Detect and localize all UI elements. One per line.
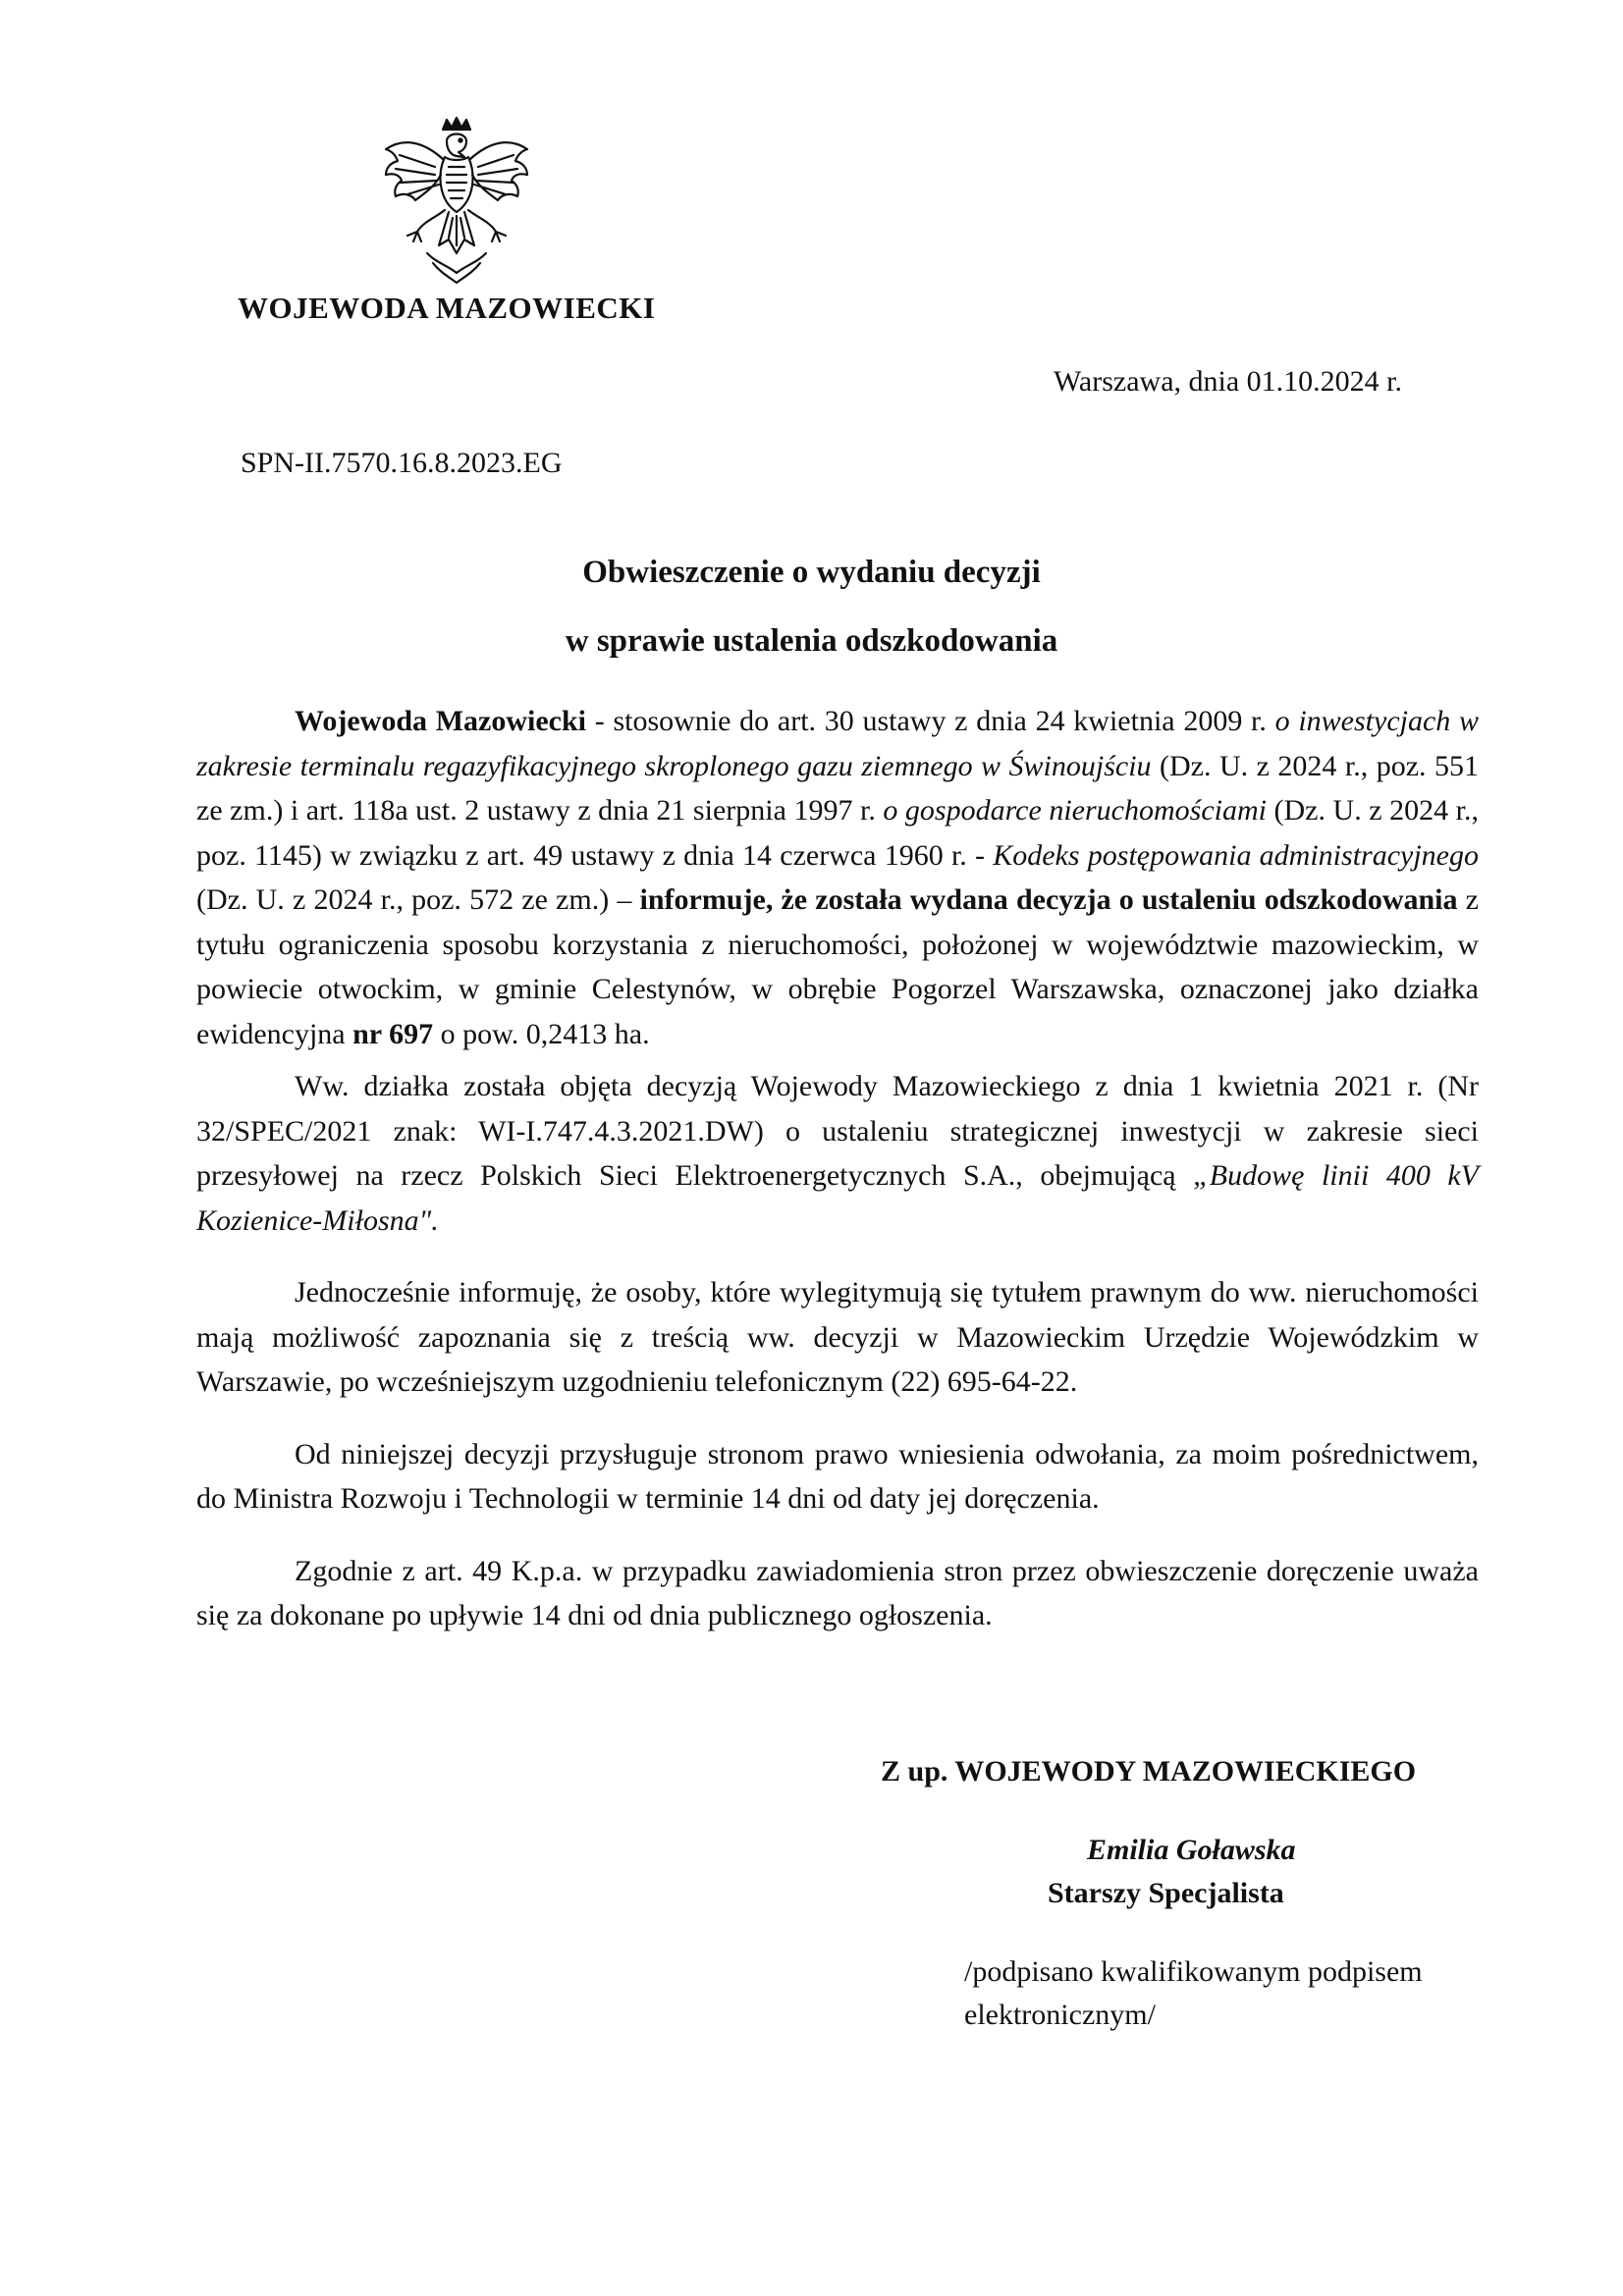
statute-title: Kodeks postępowania administracyjnego (993, 838, 1479, 872)
issuing-authority: WOJEWODA MAZOWIECKI (238, 291, 656, 325)
text-span: o pow. 0,2413 ha. (433, 1017, 650, 1050)
paragraph-delivery-info: Zgodnie z art. 49 K.p.a. w przypadku zawiadomienia stron przez obwieszczenie doręczenie uważa się za dokonane po upływie 14 dni od dnia publicznego ogłoszenia. (196, 1554, 1479, 1631)
announcement-statement: informuje, że została wydana decyzja o ustaleniu odszkodowania (639, 883, 1458, 916)
text-span: z tytułu ograniczenia sposobu korzystania z nieruchomości, położonej w województwie mazowieckim, w powiecie otwockim, w gminie Celestynów, w obrębie Pogorzel Warszawska, oznaczonej jako działka ewidencyjna (196, 883, 1479, 1050)
text-span: (Dz. U. z 2024 r., poz. 572 ze zm.) – (196, 883, 640, 916)
document-title-line-2: w sprawie ustalenia odszkodowania (565, 623, 1058, 659)
parcel-number: nr 697 (352, 1017, 434, 1050)
text-span: (Dz. U. z 2024 r., poz. 1145) w związku z art. 49 ustawy z dnia 14 czerwca 1960 r. - (196, 794, 1479, 872)
paragraph-legal-basis (196, 699, 1479, 1056)
signatory-position: Starszy Specjalista (1048, 1877, 1284, 1909)
paragraph-prior-decision (196, 1064, 1479, 1243)
paragraph-access-info: Jednocześnie informuję, że osoby, które wylegitymują się tytułem prawnym do ww. nieruchomości mają możliwość zapoznania się z treścią ww. decyzji w Mazowieckim Urzędzie Wojewódzkim w Warszawie, po wcześniejszym uzgodnieniu telefonicznym (22) 695-64-22. (196, 1276, 1479, 1398)
document-body (196, 699, 1479, 1638)
signatory-name: Emilia Goławska (1087, 1834, 1296, 1866)
investment-name: „Budowę linii 400 kV Kozienice-Miłosna". (196, 1159, 1479, 1237)
text-span: - stosownie do art. 30 ustawy z dnia 24 kwietnia 2009 r. (586, 705, 1275, 737)
text-span: (Dz. U. z 2024 r., poz. 551 ze zm.) i art. 118a ust. 2 ustawy z dnia 21 sierpnia 1997 r. (196, 749, 1480, 827)
statute-title: o inwestycjach w zakresie terminalu regazyfikacyjnego skroplonego gazu ziemnego w Świnoujściu (196, 705, 1480, 782)
paragraph-appeal-info: Od niniejszej decyzji przysługuje stronom prawo wniesienia odwołania, za moim pośrednictwem, do Ministra Rozwoju i Technologii w terminie 14 dni od daty jej doręczenia. (196, 1437, 1479, 1515)
electronic-signature-note: /podpisano kwalifikowanym podpisem elektronicznym/ (964, 1955, 1423, 2031)
statute-title: o gospodarce nieruchomościami (883, 794, 1267, 827)
signature-authority: Z up. WOJEWODY MAZOWIECKIEGO (881, 1755, 1417, 1788)
authority-name: Wojewoda Mazowiecki (295, 705, 587, 737)
document-title-line-1: Obwieszczenie o wydaniu decyzji (582, 555, 1041, 590)
text-span: Ww. działka została objęta decyzją Wojewody Mazowieckiego z dnia 1 kwietnia 2021 r. (Nr 32/SPEC/2021 znak: WI-I.747.4.3.2021.DW) o ustaleniu strategicznej inwestycji w zakresie sieci przesyłowej na rzecz Polskich Sieci Elektroenergetycznych S.A., obejmującą (196, 1070, 1479, 1192)
place-date: Warszawa, dnia 01.10.2024 r. (1054, 365, 1402, 398)
case-reference-number: SPN-II.7570.16.8.2023.EG (241, 447, 563, 479)
eagle-emblem-icon (378, 116, 535, 285)
